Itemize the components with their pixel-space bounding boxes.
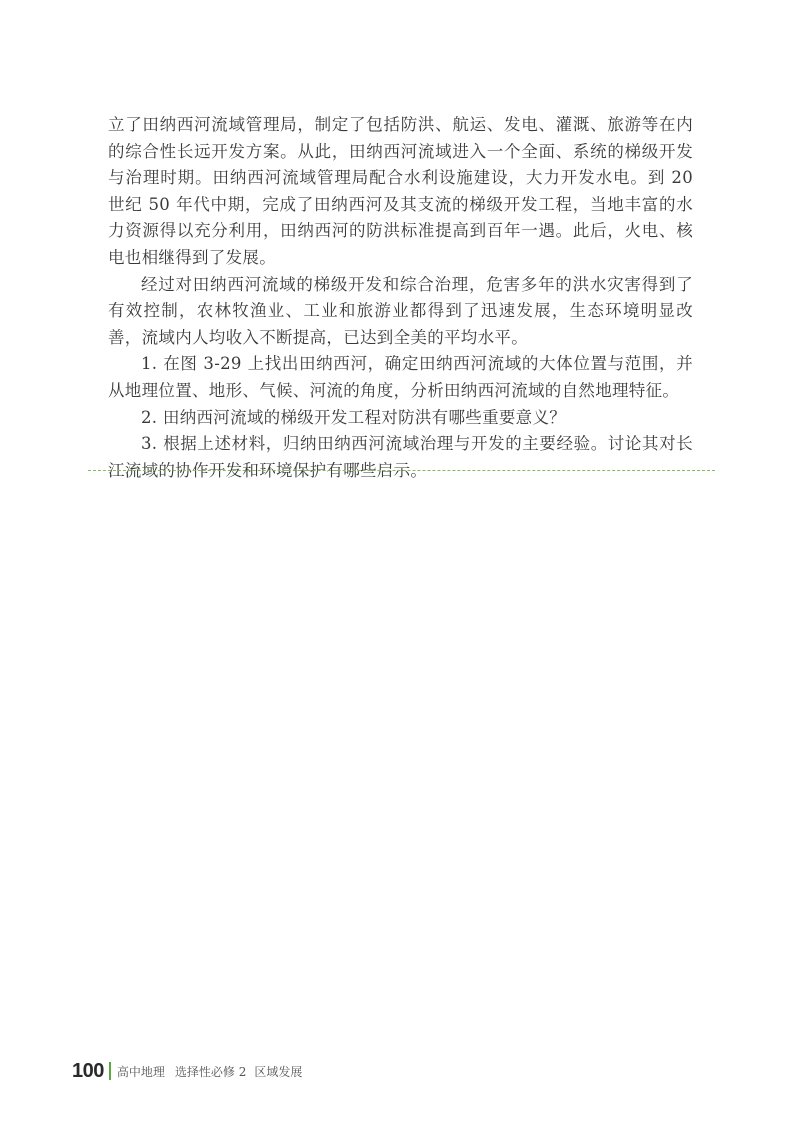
footer-volume: 选择性必修 2 [174,1064,247,1079]
body-text [108,112,693,484]
page-number: 100 [72,1059,104,1082]
footer-topic: 区域发展 [254,1064,303,1079]
footer-divider [109,1062,111,1080]
question-3: 3. 根据上述材料，归纳田纳西河流域治理与开发的主要经验。讨论其对长江流域的协作开发和环境保护有哪些启示。 [108,434,693,480]
question-2: 2. 田纳西河流域的梯级开发工程对防洪有哪些重要意义？ [141,407,567,427]
page-footer [72,1057,302,1085]
question-1: 1. 在图 3-29 上找出田纳西河，确定田纳西河流域的大体位置与范围，并从地理位置、地形、气候、河流的角度，分析田纳西河流域的自然地理特征。 [108,354,693,400]
footer-book-title: 高中地理 [116,1064,165,1079]
section-divider [88,470,715,471]
paragraph-continuation: 立了田纳西河流域管理局，制定了包括防洪、航运、发电、灌溉、旅游等在内的综合性长远开发方案。从此，田纳西河流域进入一个全面、系统的梯级开发与治理时期。田纳西河流域管理局配合水利设施建设，大力开发水电。到 20 世纪 50 年代中期，完成了田纳西河及其支流的梯级开发工程，当地丰富的水力资源得以充分利用，田纳西河的防洪标准提高到百年一遇。此后，火电、核电也相继得到了发展。 [108,115,693,267]
paragraph-outcome: 经过对田纳西河流域的梯级开发和综合治理，危害多年的洪水灾害得到了有效控制，农林牧渔业、工业和旅游业都得到了迅速发展，生态环境明显改善，流域内人均收入不断提高，已达到全美的平均水平。 [108,274,693,347]
